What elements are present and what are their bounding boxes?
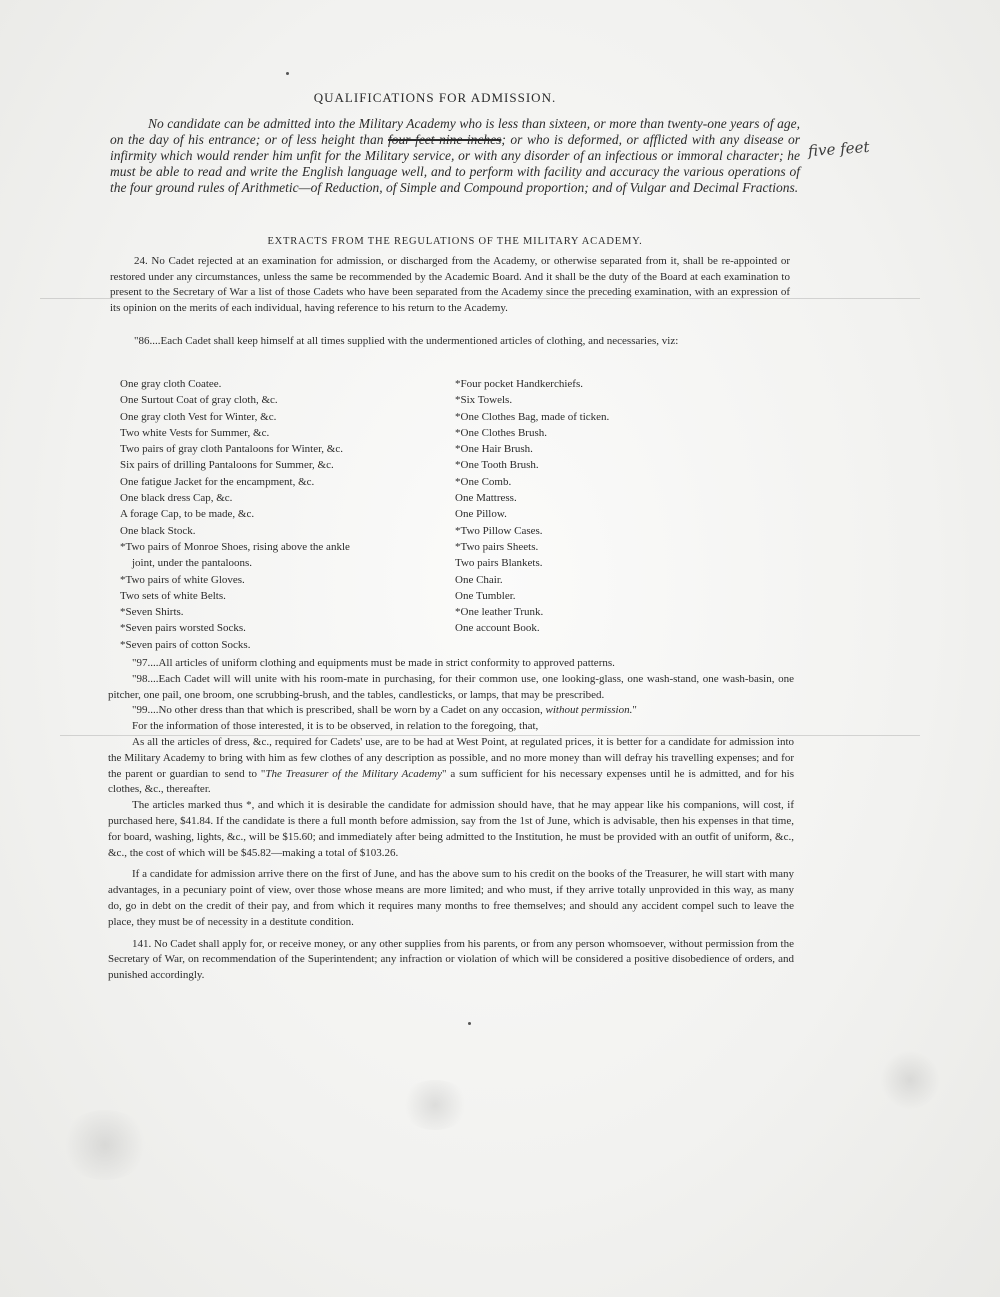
- intro-text-2: ; or who is deformed, or afflicted with any disease or infirmity which would render him unfit for the Military service, or with any disorder of an infectious or immoral character; he must be able to read and write the English language well, and to perform with facility and accuracy the various operations of the four ground rules of Arithmetic—of Reduction, of Simple and Compound proportion; and of Vulgar and Decimal Fractions.: [110, 132, 800, 195]
- regulation-99-text: "99....No other dress than that which is prescribed, shall be worn by a Cadet on any occasion,: [132, 704, 546, 717]
- list-item: joint, under the pantaloons.: [132, 557, 253, 570]
- ink-dot: [468, 1022, 471, 1025]
- list-item: *One Clothes Brush.: [455, 426, 547, 439]
- list-item: One Surtout Coat of gray cloth, &c.: [120, 394, 278, 407]
- regulation-98: "98....Each Cadet will will unite with his room-mate in purchasing, for their common use, one looking-glass, one wash-stand, one wash-basin, one pitcher, one pail, one broom, one scrubbing-brush, and the tables, candlesticks, or lamps, that may be prescribed.: [108, 672, 794, 701]
- list-item: *One leather Trunk.: [455, 606, 544, 619]
- paragraph-june: If a candidate for admission arrive there on the first of June, and has the above sum to his credit on the books of the Treasurer, he will start with many advantages, in a pecuniary point of view, over those whose means are more limited; and who must, if they arrive totally unprovided in this way, as many do, go in debt on the credit of their pay, and from which it requires many months to free themselves; and should any accident compel such to leave the place, they must be of necessity in a destitute condition.: [108, 868, 794, 928]
- list-item: *Two Pillow Cases.: [455, 524, 543, 537]
- list-item: Two sets of white Belts.: [120, 589, 226, 602]
- list-item: One fatigue Jacket for the encampment, &c.: [120, 475, 315, 488]
- list-item: *Two pairs Sheets.: [455, 540, 539, 553]
- treasurer-reference: The Treasurer of the Military Academy: [265, 767, 442, 780]
- regulation-24-text: 24. No Cadet rejected at an examination for admission, or discharged from the Academy, or otherwise separated from it, shall be re-appointed or restored under any circumstances, unless the same be recommended by the Academic Board. And it shall be the duty of the Board at each examination to present to the Secretary of War a list of those Cadets who have been separated from the Academy since the preceding examination, with an expression of its opinion on the merits of each individual, having reference to his return to the Academy.: [110, 255, 790, 314]
- list-item: Six pairs of drilling Pantaloons for Summer, &c.: [120, 459, 334, 472]
- list-item: One Mattress.: [455, 492, 517, 505]
- regulation-99: [108, 703, 794, 719]
- admission-qualifications: [110, 116, 800, 196]
- list-item: *Seven Shirts.: [120, 606, 184, 619]
- paragraph-articles: [108, 735, 794, 798]
- regulation-86-text: "86....Each Cadet shall keep himself at all times supplied with the undermentioned articles of clothing, and necessaries, viz:: [134, 335, 679, 347]
- list-item: *One Comb.: [455, 475, 512, 488]
- list-item: *Seven pairs of cotton Socks.: [120, 638, 251, 651]
- list-item: *One Hair Brush.: [455, 443, 533, 456]
- paper-stain: [880, 1050, 940, 1110]
- list-item: One gray cloth Coatee.: [120, 378, 222, 390]
- regulation-99-emphasis: without permission.: [545, 704, 633, 717]
- list-item: Two pairs Blankets.: [455, 557, 543, 570]
- list-item: One Pillow.: [455, 508, 507, 521]
- handwritten-correction: five feet: [807, 137, 871, 161]
- ink-dot: [286, 72, 289, 75]
- list-item: One black dress Cap, &c.: [120, 492, 233, 505]
- regulation-86: [110, 334, 790, 350]
- paragraph-articles-text: As all the articles of dress, &c., required for Cadets' use, are to be had at West Point, at regulated prices, it is better for a candidate for admission into the Military Academy to bring with him as few clothes of any description as possible, and no more money than will defray his travelling expenses; and for the parent or guardian to send to ": [108, 735, 794, 780]
- list-item: One Chair.: [455, 573, 503, 586]
- page-title: QUALIFICATIONS FOR ADMISSION.: [313, 90, 557, 105]
- list-item: Two pairs of gray cloth Pantaloons for Winter, &c.: [120, 443, 343, 456]
- list-item: *One Clothes Bag, made of ticken.: [455, 410, 610, 423]
- regulation-24: [110, 254, 790, 316]
- intro-text-1: No candidate can be admitted into the Military Academy who is less than sixteen, or more than twenty-one years of age, on the day of his entrance; or of less height than: [110, 116, 800, 147]
- regulation-99-close: ": [632, 704, 637, 717]
- list-item: One Tumbler.: [455, 589, 516, 602]
- list-item: One gray cloth Vest for Winter, &c.: [120, 410, 277, 423]
- regulation-141: 141. No Cadet shall apply for, or receive money, or any other supplies from his parents, or from any person whomsoever, without permission from the Secretary of War, on recommendation of the Superintendent; any infraction or violation of which will be considered a positive disobedience of orders, and punished accordingly.: [108, 937, 794, 982]
- struck-text: four feet nine inches: [388, 132, 502, 147]
- articles-list-left: [120, 376, 350, 653]
- articles-list-right: [455, 376, 609, 637]
- paper-stain: [400, 1080, 470, 1130]
- list-item: *Two pairs of white Gloves.: [120, 573, 245, 586]
- list-item: Two white Vests for Summer, &c.: [120, 426, 270, 439]
- regulation-97: "97....All articles of uniform clothing and equipments must be made in strict conformity to approved patterns.: [132, 657, 615, 669]
- list-item: *Seven pairs worsted Socks.: [120, 622, 246, 635]
- paper-stain: [60, 1110, 150, 1180]
- paragraph-articles-end: " a sum sufficient for his necessary expenses until he is admitted, and for his clothes, &c., thereafter.: [108, 767, 794, 796]
- extracts-heading: EXTRACTS FROM THE REGULATIONS OF THE MILITARY ACADEMY.: [267, 236, 643, 247]
- regulations-body: [108, 656, 794, 984]
- list-item: One black Stock.: [120, 524, 196, 537]
- paragraph-costs: The articles marked thus *, and which it is desirable the candidate for admission should have, that he may appear like his companions, will cost, if purchased here, $41.84. If the candidate is there a full month before admission, say from the 1st of June, which is advisable, then his expenses in that time, for board, washing, lights, &c., will be $15.60; and immediately after being admitted to the Institution, he must be provided with an outfit of uniform, &c., &c., the cost of which will be $45.82—making a total of $103.26.: [108, 799, 794, 859]
- list-item: One account Book.: [455, 622, 540, 635]
- list-item: A forage Cap, to be made, &c.: [120, 508, 255, 521]
- list-item: *One Tooth Brush.: [455, 459, 539, 472]
- list-item: *Four pocket Handkerchiefs.: [455, 378, 583, 390]
- information-note: For the information of those interested, it is to be observed, in relation to the foregoing, that,: [132, 720, 539, 733]
- list-item: *Six Towels.: [455, 394, 513, 407]
- list-item: *Two pairs of Monroe Shoes, rising above the ankle: [120, 540, 350, 553]
